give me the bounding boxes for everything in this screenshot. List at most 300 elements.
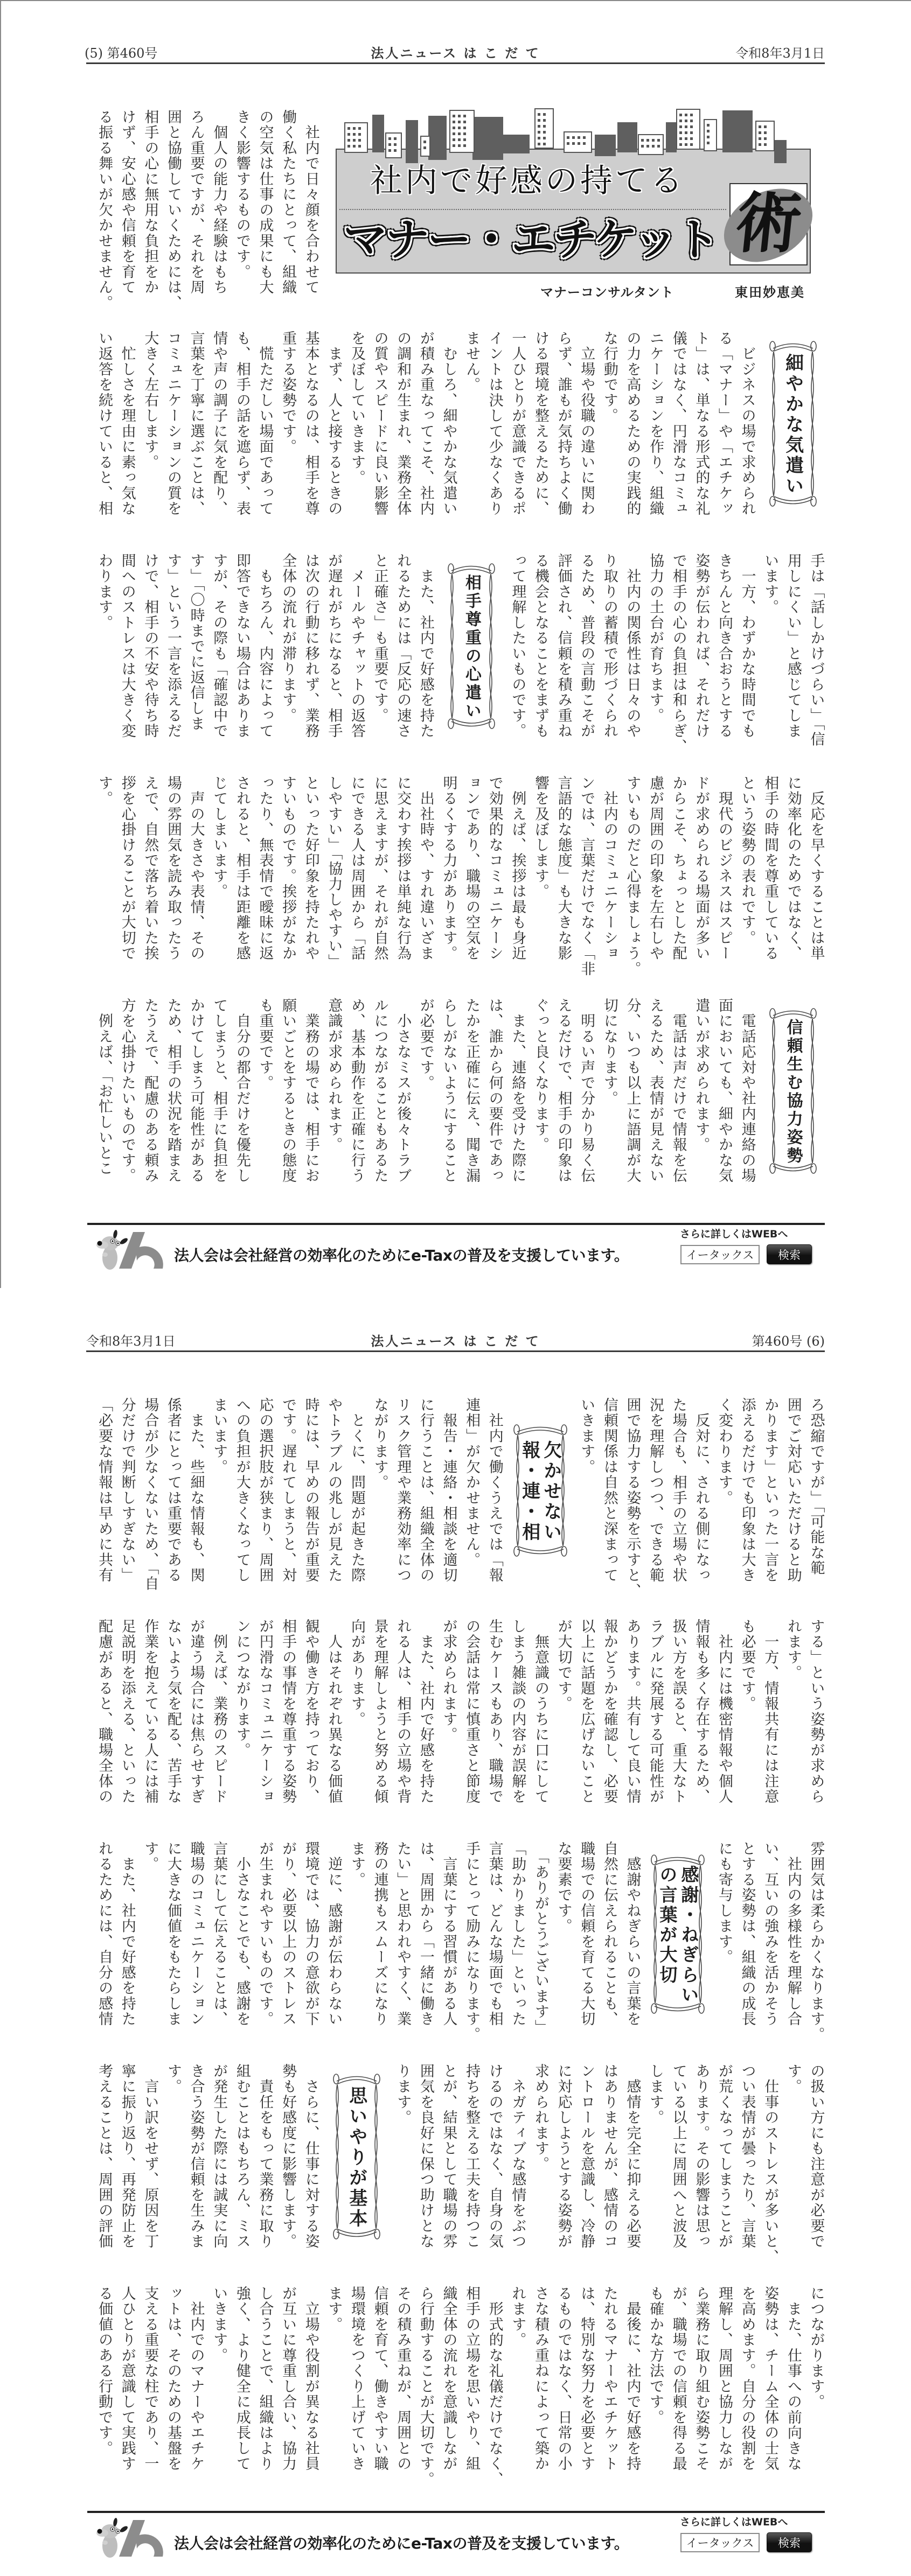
newspaper-title: 法人ニュース は こ だ て <box>371 46 540 61</box>
text-column: 社内で日々顔を合わせて <box>302 109 319 295</box>
text-column: ません。 <box>463 331 481 393</box>
text-column: 相手の心に無用な負担をか <box>142 109 159 295</box>
text-column: からこそ、ちょっとした配 <box>670 775 687 961</box>
text-column: に効率化のためではなく、 <box>784 775 802 961</box>
text-column: ため、相手の状況を踏まえ <box>165 998 182 1184</box>
text-column: に交わす挨拶は単純な行為 <box>394 775 412 961</box>
building-window <box>463 115 466 117</box>
building-window <box>572 142 575 145</box>
text-column: ドが求められる場面が多い <box>693 775 710 961</box>
text-column: す。 <box>142 1841 159 1872</box>
text-column: 基本となるのは、相手を尊 <box>302 331 319 516</box>
text-column: の質やスピードに良い影響 <box>371 331 388 516</box>
section-heading-text <box>781 1019 805 1165</box>
text-column: が荒くなってしまうことが <box>716 2063 733 2249</box>
text-column: やトラブルの兆しが見えた <box>325 1397 343 1583</box>
text-column: メールやチャットの返答 <box>349 553 365 739</box>
text-column: 勢も好感度に影響します。 <box>280 2063 297 2249</box>
building-window <box>538 113 540 116</box>
text-column: ける環境を整えるために、 <box>532 331 549 516</box>
text-column: 最後に、社内で好感を持 <box>624 2286 641 2472</box>
text-column: 明るい声で分かり易く伝 <box>578 998 595 1184</box>
building-window <box>759 143 761 146</box>
text-column: 信頼を育て、働きやすい職 <box>371 2286 388 2472</box>
text-column: けで、相手の不安や待ち時 <box>142 553 159 739</box>
building-window <box>423 141 426 143</box>
section-heading <box>322 2063 391 2249</box>
text-column: ト」は、単なる形式的な礼 <box>693 331 710 516</box>
text-column: の空気は仕事の成果にも大 <box>256 109 274 295</box>
building-window <box>707 142 710 144</box>
text-column: 扱い方を誤ると、重大なト <box>670 1619 687 1804</box>
text-column: 例えば、挨拶は最も身近 <box>509 775 526 961</box>
building-window <box>394 137 397 140</box>
page-border-left <box>0 0 1 1288</box>
text-column: 相手の立場を思いやり、組 <box>463 2286 481 2472</box>
building-window <box>538 119 540 122</box>
text-column: 手にとって励みになります。 <box>463 1841 481 2042</box>
text-column: らず、誰もが気持ちよく働 <box>555 331 572 516</box>
text-column: にも寄与します。 <box>716 1841 733 1965</box>
text-column: がり、必要以上のストレス <box>280 1841 297 2027</box>
text-column: 即答できない場合はありま <box>233 553 251 739</box>
houjinkai-logo-icon <box>91 2516 171 2565</box>
building-light <box>638 135 663 155</box>
building-window <box>583 136 586 139</box>
text-column: 言葉は、どんな場面でも相 <box>486 1841 503 2027</box>
text-column: 況を理解しつつ、できる範 <box>647 1397 664 1583</box>
text-column: 生むケースもあり、職場で <box>486 1619 503 1804</box>
text-column: 組むことはもちろん、ミス <box>233 2063 251 2249</box>
section-heading <box>506 1397 575 1583</box>
building-window <box>458 132 461 135</box>
text-column: ろん重要ですが、それを周 <box>187 109 205 295</box>
text-column: とする姿勢は、組織の成長 <box>739 1841 756 2027</box>
text-column: 「助かりました」といった <box>509 1841 526 2027</box>
text-column: えで、自然で落ち着いた挨 <box>142 775 159 961</box>
text-column: め、基本動作を正確に行う <box>349 998 365 1184</box>
search-input[interactable] <box>680 1245 760 1264</box>
author-name: 東田妙恵美 <box>735 285 805 300</box>
text-column: 電話は声だけで情報を伝 <box>670 998 687 1184</box>
text-column: きく影響するものです。 <box>233 109 251 280</box>
text-column: 囲で協力する姿勢を示すと、 <box>624 1397 641 1599</box>
text-column: てしまうと、相手に負担を <box>211 998 228 1184</box>
building-window <box>690 120 693 122</box>
text-column: けず、安心感や信頼を育て <box>119 109 136 295</box>
text-column: まず、人と接するときの <box>325 331 343 516</box>
text-column: が円滑なコミュニケーショ <box>256 1619 274 1804</box>
building-window <box>690 114 693 116</box>
text-column: 係者にとっては重要である <box>165 1397 182 1583</box>
building-window <box>463 132 466 135</box>
header-rule <box>86 62 825 64</box>
houjinkai-logo-icon <box>91 1228 171 1277</box>
text-column: すが、その際も「確認中で <box>211 553 228 739</box>
text-column: 理解し、周囲と協力しなが <box>716 2286 733 2472</box>
building-window <box>567 136 569 139</box>
section-heading-line: 感謝・ねぎらい <box>678 1865 700 2005</box>
text-column: が求められます。 <box>440 1619 457 1742</box>
text-column: の力を高めるための実践的 <box>624 331 641 516</box>
text-column: また、連絡を受けた際に <box>509 998 526 1184</box>
text-column: 時には、早めの報告が重要 <box>302 1397 319 1583</box>
text-column: 儀ではなく、円滑なコミュ <box>670 331 687 516</box>
text-column: 明るくする力があります。 <box>440 775 457 961</box>
text-column: 言葉にする習慣がある人 <box>440 1841 457 2027</box>
web-prompt: さらに詳しくはWEBへ <box>680 2516 788 2528</box>
building-window <box>685 114 687 116</box>
text-column: つい表情が曇ったり、言葉 <box>739 2063 756 2249</box>
text-column: ろ恐縮ですが」「可能な範 <box>808 1397 825 1576</box>
text-column: ます。 <box>349 1841 365 1888</box>
text-column: 社内で働くうえでは「報 <box>486 1397 503 1583</box>
text-column: 無意識のうちに口にして <box>532 1619 549 1804</box>
section-heading-frame <box>768 340 818 508</box>
text-column: らしがないようにすること <box>440 998 457 1184</box>
search-button[interactable]: 検索 <box>767 2532 812 2552</box>
text-column: 業務の場では、相手にお <box>302 998 319 1184</box>
building-window <box>353 133 356 136</box>
text-column: は、特別な努力を必要とす <box>578 2286 595 2472</box>
building-window <box>679 114 682 116</box>
building-window <box>358 133 361 136</box>
page-border-top <box>0 0 911 1</box>
building-window <box>690 125 693 128</box>
text-column: 慌ただしい場面であって <box>256 331 274 516</box>
text-column: ないよう気を配る、苦手な <box>165 1619 182 1804</box>
building-dark <box>722 110 753 152</box>
building-window <box>679 125 682 128</box>
text-column: 報告・連絡・相談を適切 <box>440 1397 457 1583</box>
text-column: も重要です。 <box>256 998 274 1091</box>
text-column: しやすい」「協力しやすい」 <box>325 775 343 970</box>
text-column: 姿勢が伝われば、それだけ <box>693 553 710 739</box>
logo-arch-shape <box>136 1247 163 1269</box>
text-column: 場環境をつくり上げていき <box>349 2286 365 2472</box>
text-column: 現代のビジネスはスピー <box>716 775 733 961</box>
author-role: マナーコンサルタント <box>540 285 674 300</box>
building-window <box>679 120 682 122</box>
search-button[interactable]: 検索 <box>767 1244 812 1264</box>
building-dark <box>497 135 530 153</box>
building-window <box>567 142 569 145</box>
text-column: 電話応対や社内連絡の場 <box>739 998 756 1184</box>
text-column: 社内のコミュニケーショ <box>601 775 618 961</box>
building-window <box>707 130 710 132</box>
building-window <box>764 125 767 128</box>
text-column: 「ありがとうございます」 <box>532 1841 549 2035</box>
section-heading-line: 思いやりが基本 <box>345 2085 367 2229</box>
text-column: あります。その影響は思っ <box>693 2063 710 2249</box>
building-dark <box>372 115 384 152</box>
text-column: ら行動することが大切です。 <box>417 2286 434 2487</box>
text-column: します。 <box>647 2063 664 2125</box>
text-column: す。 <box>165 2063 182 2095</box>
section-heading-frame <box>512 1423 568 1558</box>
text-column: く変わります。 <box>716 1397 733 1506</box>
text-column: れます。 <box>784 1619 802 1681</box>
text-column: 場の雰囲気を読み取ったう <box>165 775 182 961</box>
text-column: も、相手の話を遮らず、表 <box>233 331 251 516</box>
text-column: たれるマナーやエチケット <box>601 2286 618 2472</box>
text-column: 配慮があると、職場全体の <box>96 1619 113 1804</box>
text-column: への負担が大きくなってし <box>233 1397 251 1583</box>
text-column: まいます。 <box>211 1397 228 1475</box>
text-tier <box>93 2063 827 2265</box>
text-column: 強く、より健全に成長して <box>233 2286 251 2472</box>
building-window <box>358 139 361 142</box>
text-column: で相手の心の負担は和らぎ、 <box>670 553 687 754</box>
title-dotted-divider <box>339 209 726 210</box>
building-window <box>358 127 361 130</box>
building-window <box>394 143 397 146</box>
text-column: たうえで、配慮のある頼み <box>142 998 159 1184</box>
text-column: につながります。 <box>808 2286 825 2410</box>
text-column: 出社時や、すれ違いざま <box>417 775 434 961</box>
text-column: 務の連携もスムーズになり <box>371 1841 388 2027</box>
text-column: 声の大きさや表情、その <box>187 775 205 961</box>
building-dark <box>428 116 447 160</box>
building-window <box>543 131 546 134</box>
section-heading-text <box>345 2086 368 2229</box>
title-line-1: 社内で好感の持てる <box>370 162 685 200</box>
text-column: を及ぼしていきます。 <box>349 331 365 486</box>
text-column: 職場での信頼を育てる大切 <box>578 1841 595 2027</box>
building-window <box>458 138 461 141</box>
building-window <box>657 139 660 142</box>
text-column: いきます。 <box>578 1397 595 1475</box>
building-window <box>353 139 356 142</box>
building-window <box>347 145 350 148</box>
text-column: 考えることは、周囲の評価 <box>96 2063 113 2249</box>
text-column: 囲でご対応いただけると助 <box>784 1397 802 1583</box>
text-column: 支える重要な柱であり、一 <box>142 2286 159 2472</box>
text-column: えるだけで、相手の印象は <box>555 998 572 1184</box>
text-column: イントは決して少なくあり <box>486 331 503 516</box>
text-column: しまう雑談の内容が誤解を <box>509 1619 526 1804</box>
text-column: とが、結果として職場の雰 <box>440 2063 457 2249</box>
text-column: って理解したいものです。 <box>509 553 526 739</box>
text-column: 遣いが求められます。 <box>693 998 710 1153</box>
text-column: もちろん、内容によって <box>256 553 274 739</box>
text-column: い、互いの強みを活かそう <box>762 1841 779 2027</box>
section-heading <box>437 553 506 739</box>
text-column: ます。 <box>325 2286 343 2333</box>
building-window <box>764 131 767 134</box>
text-column: ラブルに発展する可能性が <box>647 1619 664 1804</box>
text-column: 一方、情報共有には注意 <box>762 1619 779 1804</box>
text-column: 一人ひとりが意識できるポ <box>509 331 526 516</box>
text-column: 雰囲気は柔らかくなります。 <box>808 1841 825 2042</box>
text-column: 重する姿勢です。 <box>280 331 297 454</box>
building-window <box>388 137 391 140</box>
text-column: が積み重なってこそ、社内 <box>417 331 434 516</box>
text-column: 例えば、「お忙しいとこ <box>96 998 113 1177</box>
text-column: に思えますが、それが自然 <box>371 775 388 961</box>
text-column: で効果的なコミュニケーシ <box>486 775 503 961</box>
text-column: が大切です。 <box>555 1619 572 1712</box>
text-column: ぐっと良くなります。 <box>532 998 549 1153</box>
building-window <box>453 132 455 135</box>
building-window <box>685 131 687 134</box>
text-column: ら業務に取り組む姿勢こそ <box>693 2286 710 2472</box>
text-column: 作業を抱えている人には補 <box>142 1619 159 1804</box>
text-column: すいものです。挨拶がなか <box>280 775 297 961</box>
text-column: 相手の時間を尊重している <box>762 775 779 961</box>
building-window <box>679 143 682 146</box>
text-column: を高めます。自分の役割を <box>739 2286 756 2472</box>
text-column: 自分の都合だけを優先し <box>233 998 251 1184</box>
building-window <box>358 145 361 148</box>
building-window <box>453 127 455 129</box>
text-column: 形式的な礼儀だけでなく、 <box>486 2286 503 2487</box>
section-heading-frame <box>332 2073 381 2241</box>
building-window <box>538 143 540 145</box>
building-window <box>423 146 426 149</box>
building-dark <box>406 120 418 163</box>
text-column: その積み重ねが、周囲との <box>394 2286 412 2472</box>
text-column: 「必要な情報は早めに共有 <box>96 1397 113 1583</box>
text-column: ながります。 <box>371 1397 388 1490</box>
building-window <box>394 149 397 152</box>
text-tier <box>93 553 827 754</box>
text-column: 反対に、される側になっ <box>693 1397 710 1583</box>
text-column: 職場のコミュニケーション <box>187 1841 205 2027</box>
text-column: な行動です。 <box>601 331 618 424</box>
text-column: に対応しようとする姿勢が <box>555 2063 572 2249</box>
section-heading-line: 報・連・相 <box>518 1440 540 1543</box>
text-column: えるため、表情が見えない <box>647 998 664 1184</box>
text-column: に行うことは、組織全体の <box>417 1397 434 1583</box>
building-window <box>458 127 461 129</box>
building-window <box>646 145 649 148</box>
text-column: わります。 <box>96 553 113 631</box>
text-column: 小さなミスが後々トラブ <box>394 998 412 1184</box>
text-column: 言語的な態度」も大きな影 <box>555 775 572 961</box>
text-column: が発生した際には誠実に向 <box>211 2063 228 2249</box>
text-column: 全体の流れが滞ります。 <box>280 553 297 724</box>
text-column: る振る舞いが欠かせません。 <box>96 109 113 311</box>
building-window <box>538 131 540 134</box>
text-column: も確かな方法です。 <box>647 2286 664 2425</box>
text-column: 情報も多く存在するため、 <box>693 1619 710 1804</box>
text-column: 分、いつも以上に語調が大 <box>624 998 641 1184</box>
building-window <box>538 137 540 139</box>
building-window <box>347 139 350 142</box>
text-column: 自然に伝えられることも、 <box>601 1841 618 2027</box>
building-window <box>578 142 580 145</box>
text-column: また、社内で好感を持た <box>417 553 434 739</box>
building-window <box>764 137 767 140</box>
text-column: 囲と協働していくためには、 <box>165 109 182 311</box>
section-heading-line: の言葉が大切 <box>657 1865 678 1985</box>
text-column: 響を及ぼします。 <box>532 775 549 899</box>
section-heading <box>644 1841 713 2027</box>
text-column: です。遅れてしまうと、対 <box>280 1397 297 1583</box>
text-column: さらに、仕事に対する姿 <box>302 2063 319 2249</box>
text-column: さな積み重ねによって築か <box>532 2286 549 2472</box>
text-column: る機会となることをまずも <box>532 553 549 739</box>
text-column: 忙しさを理由に素っ気な <box>119 331 136 516</box>
building-window <box>652 145 655 148</box>
building-window <box>685 137 687 140</box>
building-window <box>690 137 693 140</box>
text-column: じてしまいます。 <box>211 775 228 899</box>
building-window <box>759 137 761 140</box>
text-column: 分だけで判断しすぎない」 <box>119 1397 136 1583</box>
text-column: 以上に話題を広げないこと <box>578 1619 595 1804</box>
building-window <box>690 143 693 146</box>
text-column: ョンであり、職場の空気を <box>463 775 481 961</box>
text-column: また、社内で好感を持た <box>119 1841 136 2027</box>
text-column: たかを正確に伝え、聞き漏 <box>463 998 481 1184</box>
text-column: にできる人は周囲から「話 <box>349 775 365 961</box>
building-light <box>386 133 401 158</box>
building-light <box>704 120 717 151</box>
text-column: むしろ、細やかな気遣い <box>440 331 457 516</box>
building-window <box>572 136 575 139</box>
text-column: の調和が生まれ、業務全体 <box>394 331 412 516</box>
newspaper-title: 法人ニュース は こ だ て <box>371 1334 540 1349</box>
building-window <box>453 144 455 147</box>
text-column: という姿勢の表れです。 <box>739 775 756 946</box>
building-window <box>388 149 391 152</box>
search-input[interactable] <box>680 2533 760 2552</box>
text-column: 協力の土台が育ちます。 <box>647 553 664 724</box>
text-column: 織全体の流れを意識しなが <box>440 2286 457 2472</box>
text-column: また、些細な情報も、関 <box>187 1397 205 1583</box>
building-window <box>707 124 710 127</box>
building-window <box>583 142 586 145</box>
text-column: 一方、わずかな時間でも <box>739 553 756 739</box>
banner-rule <box>87 2511 825 2513</box>
text-column: 評価され、信頼を積み重ね <box>555 553 572 739</box>
building-dark <box>595 135 616 156</box>
text-column: れるためには、自分の感情 <box>96 1841 113 2027</box>
text-column: 願いごとをするときの態度 <box>280 998 297 1184</box>
text-column: す。 <box>96 775 113 807</box>
text-column: はありませんが、感情のコ <box>601 2063 618 2249</box>
text-column: ルにつながることもあるた <box>371 998 388 1184</box>
text-column: 手は「話しかけづらい」「信 <box>808 553 825 747</box>
building-window <box>543 143 546 145</box>
building-window <box>657 145 660 148</box>
text-column: き合う姿勢が信頼を生みま <box>187 2063 205 2249</box>
text-column: する」という姿勢が求めら <box>808 1619 825 1804</box>
building-window <box>453 138 455 141</box>
text-column: 社内でのマナーやエチケ <box>187 2286 205 2472</box>
building-window <box>641 145 644 148</box>
issue-date: 令和8年3月1日 <box>86 1334 176 1349</box>
header-rule <box>86 1350 825 1352</box>
banner-rule <box>87 1223 825 1225</box>
section-heading-text <box>519 1440 562 1543</box>
text-column: る価値のある行動です。 <box>96 2286 113 2456</box>
text-column: ります。 <box>394 2063 412 2125</box>
section-heading-text <box>781 353 805 496</box>
building-window <box>353 145 356 148</box>
text-column: 情や声の調子に気を配り、 <box>211 331 228 516</box>
text-column: ンにつながります。 <box>233 1619 251 1758</box>
building-window <box>685 143 687 146</box>
page-number-label: (5) 第460号 <box>85 46 158 61</box>
text-column: 報かどうかを確認し、必要 <box>601 1619 618 1804</box>
logo-arch-shape <box>136 2535 163 2557</box>
text-column: けるのではなく、自身の気 <box>486 2063 503 2249</box>
text-column: 姿勢は、チーム全体の士気 <box>762 2286 779 2472</box>
title-badge: 術 <box>732 185 806 262</box>
